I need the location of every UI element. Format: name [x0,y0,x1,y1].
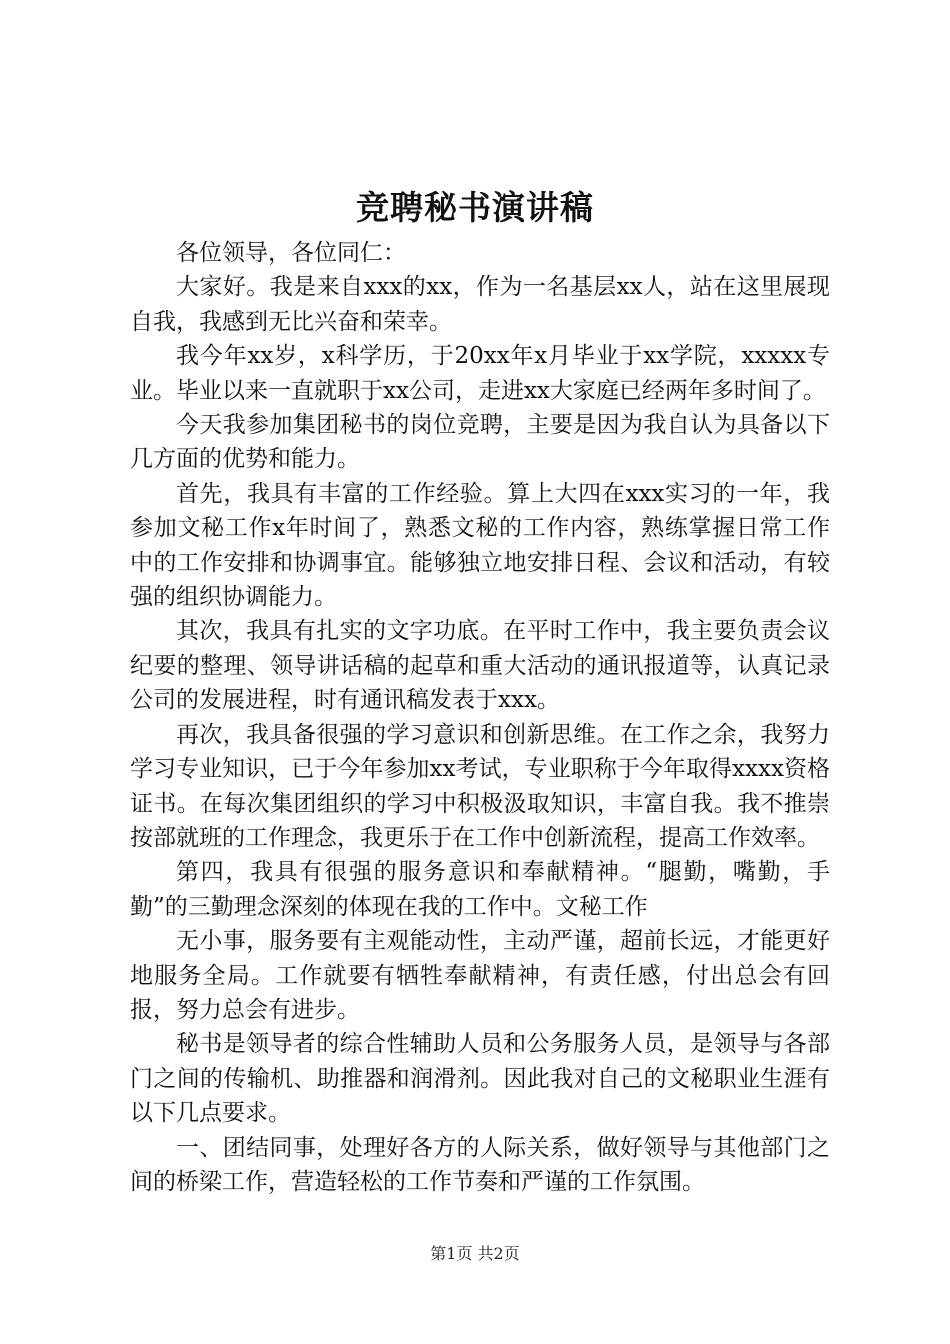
paragraph-background: 我今年xx岁，x科学历，于20xx年x月毕业于xx学院，xxxxx专业。毕业以来一直就职于xx公司，走进xx大家庭已经两年多时间了。 [130,343,830,404]
page-footer: 第1页 共2页 [430,1244,520,1263]
paragraph-service: 第四，我具有很强的服务意识和奉献精神。“腿勤，嘴勤，手勤”的三勤理念深刻的体现在我的工作中。文秘工作 [130,859,830,920]
paragraph-service-continued: 无小事，服务要有主观能动性，主动严谨，超前长远，才能更好地服务全局。工作就要有牺牲奉献精神，有责任感，付出总会有回报，努力总会有进步。 [130,928,830,1023]
paragraph-writing-skill: 其次，我具有扎实的文字功底。在平时工作中，我主要负责会议纪要的整理、领导讲话稿的起草和重大活动的通讯报道等，认真记录公司的发展进程，时有通讯稿发表于xxx。 [130,618,830,714]
document-body [130,236,830,1199]
paragraph-experience: 首先，我具有丰富的工作经验。算上大四在xxx实习的一年，我参加文秘工作x年时间了，熟悉文秘的工作内容，熟练掌握日常工作中的工作安排和协调事宜。能够独立地安排日程、会议和活动，有较强的组织协调能力。 [130,480,830,611]
paragraph-learning: 再次，我具备很强的学习意识和创新思维。在工作之余，我努力学习专业知识，已于今年参加xx考试，专业职称于今年取得xxxx资格证书。在每次集团组织的学习中积极汲取知识，丰富自我。我不推崇按部就班的工作理念，我更乐于在工作中创新流程，提高工作效率。 [130,721,830,851]
paragraph-purpose: 今天我参加集团秘书的岗位竞聘，主要是因为我自认为具备以下几方面的优势和能力。 [130,412,830,473]
paragraph-requirement-one: 一、团结同事，处理好各方的人际关系，做好领导与其他部门之间的桥梁工作，营造轻松的工作节奏和严谨的工作氛围。 [130,1134,830,1195]
document-title: 竞聘秘书演讲稿 [356,188,594,227]
paragraph-greeting: 大家好。我是来自xxx的xx，作为一名基层xx人，站在这里展现自我，我感到无比兴奋和荣幸。 [130,274,830,335]
paragraph-secretary-role: 秘书是领导者的综合性辅助人员和公务服务人员，是领导与各部门之间的传输机、助推器和润滑剂。因此我对自己的文秘职业生涯有以下几点要求。 [130,1031,830,1127]
paragraph-salutation: 各位领导，各位同仁： [176,240,406,266]
